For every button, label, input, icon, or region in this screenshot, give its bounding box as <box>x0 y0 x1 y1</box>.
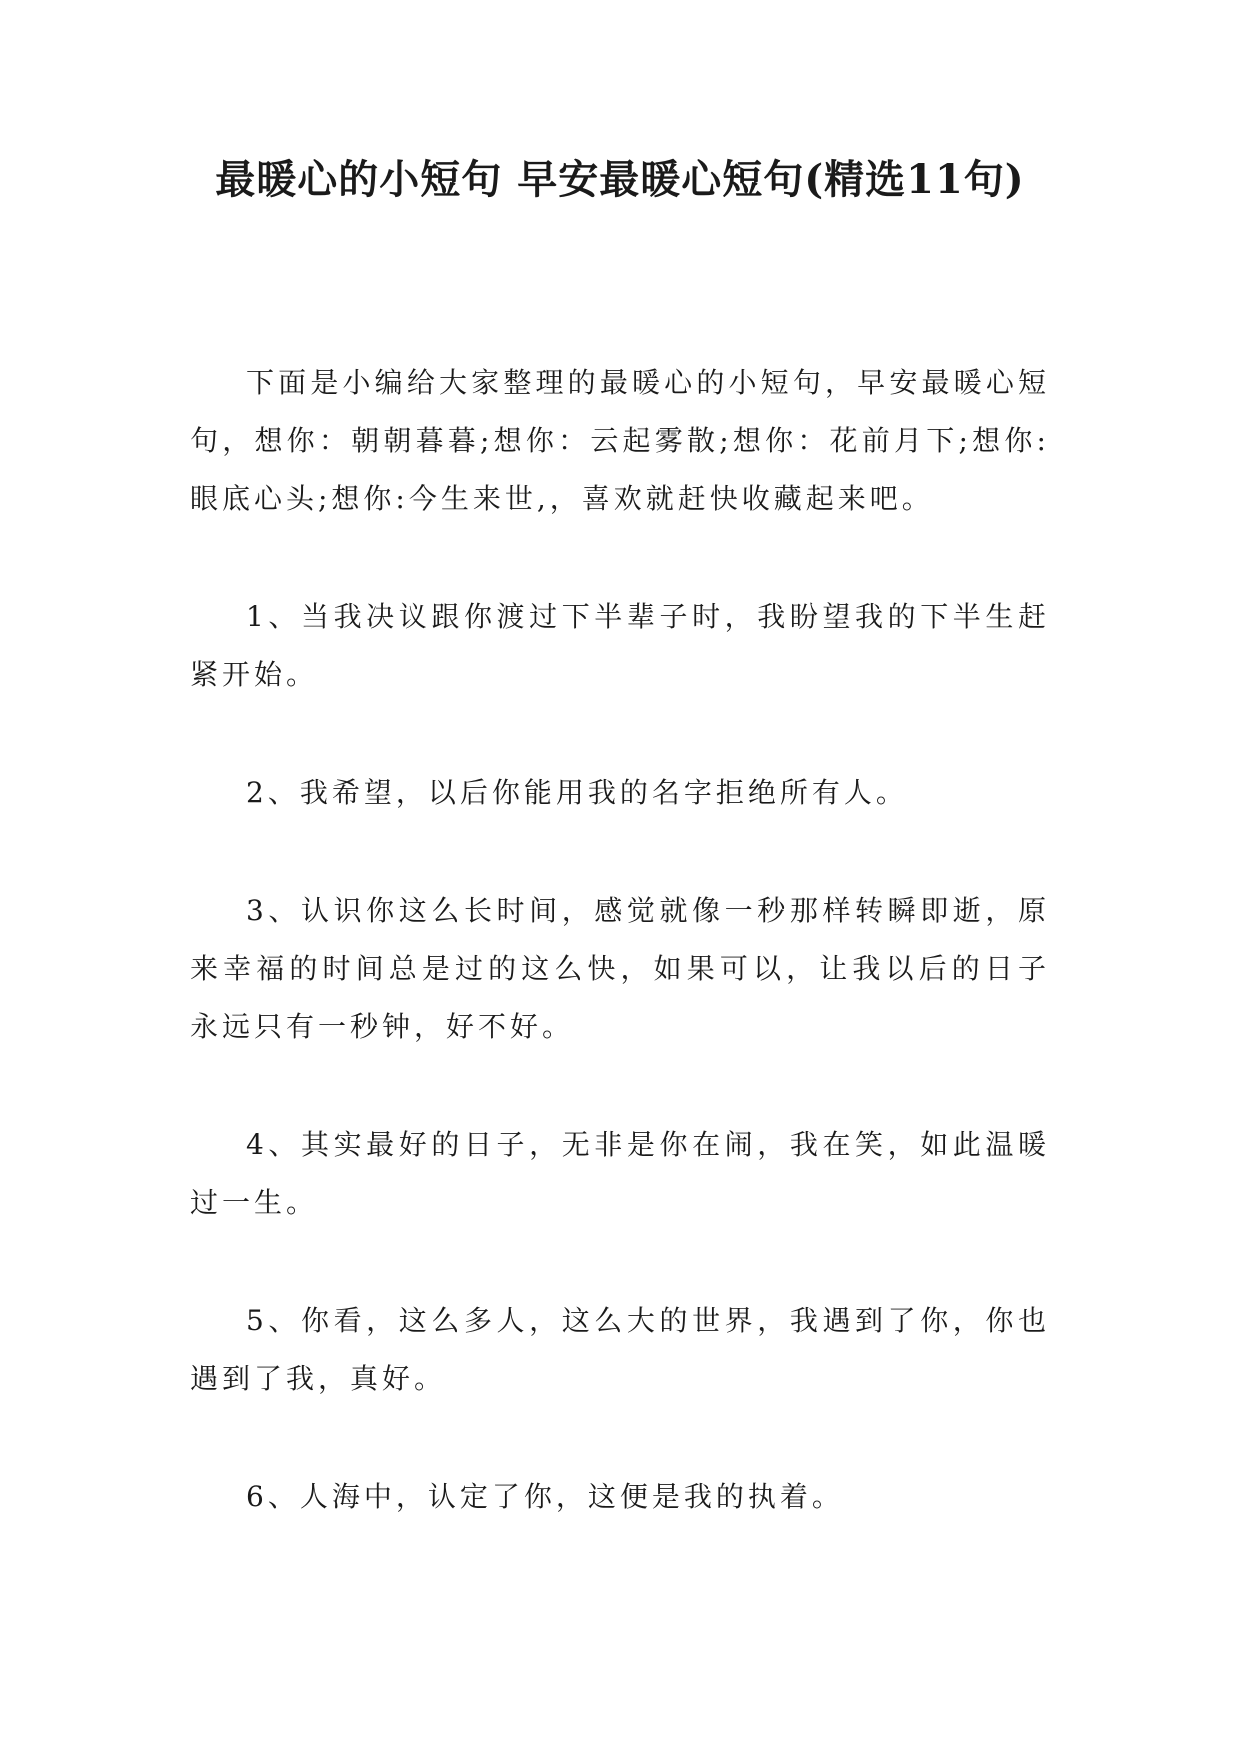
list-item: 2、我希望，以后你能用我的名字拒绝所有人。 <box>246 776 908 809</box>
list-item: 5、你看，这么多人，这么大的世界，我遇到了你，你也遇到了我，真好。 <box>190 1304 1050 1395</box>
list-item: 1、当我决议跟你渡过下半辈子时，我盼望我的下半生赶紧开始。 <box>190 600 1050 691</box>
list-item: 6、人海中，认定了你，这便是我的执着。 <box>246 1480 844 1513</box>
document-body <box>190 354 1050 1586</box>
document-title: 最暖心的小短句 早安最暖心短句(精选11句) <box>215 156 1025 203</box>
intro-paragraph: 下面是小编给大家整理的最暖心的小短句，早安最暖心短句，想你：朝朝暮暮;想你：云起雾散;想你：花前月下;想你:眼底心头;想你:今生来世,，喜欢就赶快收藏起来吧。 <box>190 366 1050 515</box>
list-item: 4、其实最好的日子，无非是你在闹，我在笑，如此温暖过一生。 <box>190 1128 1050 1219</box>
list-item: 3、认识你这么长时间，感觉就像一秒那样转瞬即逝，原来幸福的时间总是过的这么快，如果可以，让我以后的日子永远只有一秒钟，好不好。 <box>190 894 1050 1043</box>
